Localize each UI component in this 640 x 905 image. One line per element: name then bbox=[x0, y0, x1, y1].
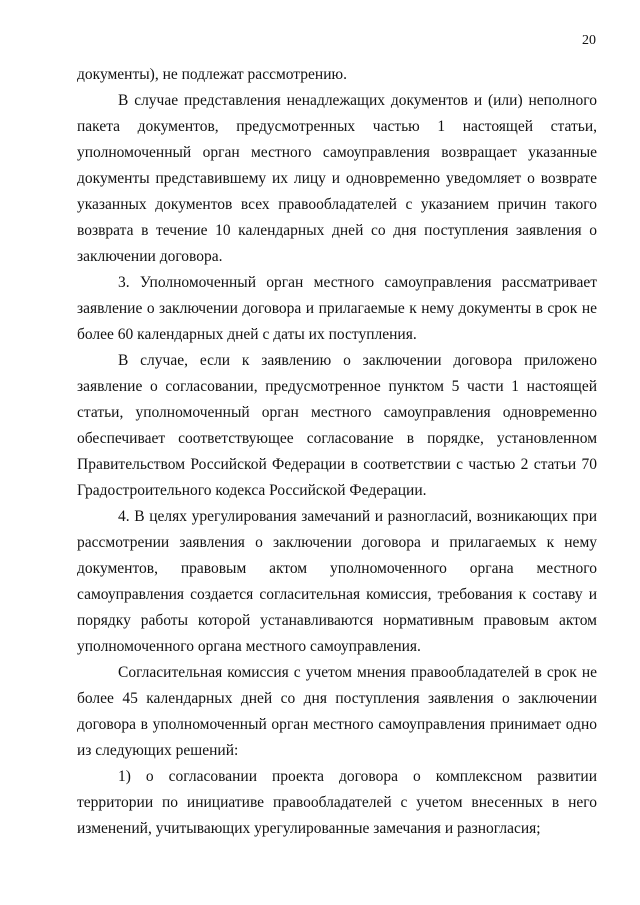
paragraph-decision-1: 1) о согласовании проекта договора о комплексном развитии территории по инициативе правообладателей с учетом внесенных в него изменений, учитывающих урегулированные замечания и разногласия; bbox=[77, 768, 597, 837]
paragraph-item-4: 4. В целях урегулирования замечаний и разногласий, возникающих при рассмотрении заявления о заключении договора и прилагаемых к нему документов, правовым актом уполномоченного органа местного самоуправления создается согласительная комиссия, требования к составу и порядку работы которой устанавливаются нормативным правовым актом уполномоченного органа местного самоуправления. bbox=[77, 508, 597, 655]
paragraph-return-of-documents: В случае представления ненадлежащих документов и (или) неполного пакета документов, предусмотренных частью 1 настоящей статьи, уполномоченный орган местного самоуправления возвращает указанные документы представившему их лицу и одновременно уведомляет о возврате указанных документов всех правообладателей с указанием причин такого возврата в течение 10 календарных дней со дня поступления заявления о заключении договора. bbox=[77, 92, 597, 265]
paragraph-item-3: 3. Уполномоченный орган местного самоуправления рассматривает заявление о заключении договора и прилагаемые к нему документы в срок не более 60 календарных дней с даты их поступления. bbox=[77, 274, 597, 343]
paragraph-commission-decisions: Согласительная комиссия с учетом мнения правообладателей в срок не более 45 календарных дней со дня поступления заявления о заключении договора в уполномоченный орган местного самоуправления принимает одно из следующих решений: bbox=[77, 664, 597, 759]
paragraph-approval-case: В случае, если к заявлению о заключении договора приложено заявление о согласовании, предусмотренное пунктом 5 части 1 настоящей статьи, уполномоченный орган местного самоуправления одновременно обеспечивает соответствующее согласование в порядке, установленном Правительством Российской Федерации в соответствии с частью 2 статьи 70 Градостроительного кодекса Российской Федерации. bbox=[77, 352, 597, 499]
paragraph-continuation: документы), не подлежат рассмотрению. bbox=[77, 66, 347, 83]
page-number: 20 bbox=[582, 33, 596, 48]
document-body bbox=[77, 62, 597, 842]
